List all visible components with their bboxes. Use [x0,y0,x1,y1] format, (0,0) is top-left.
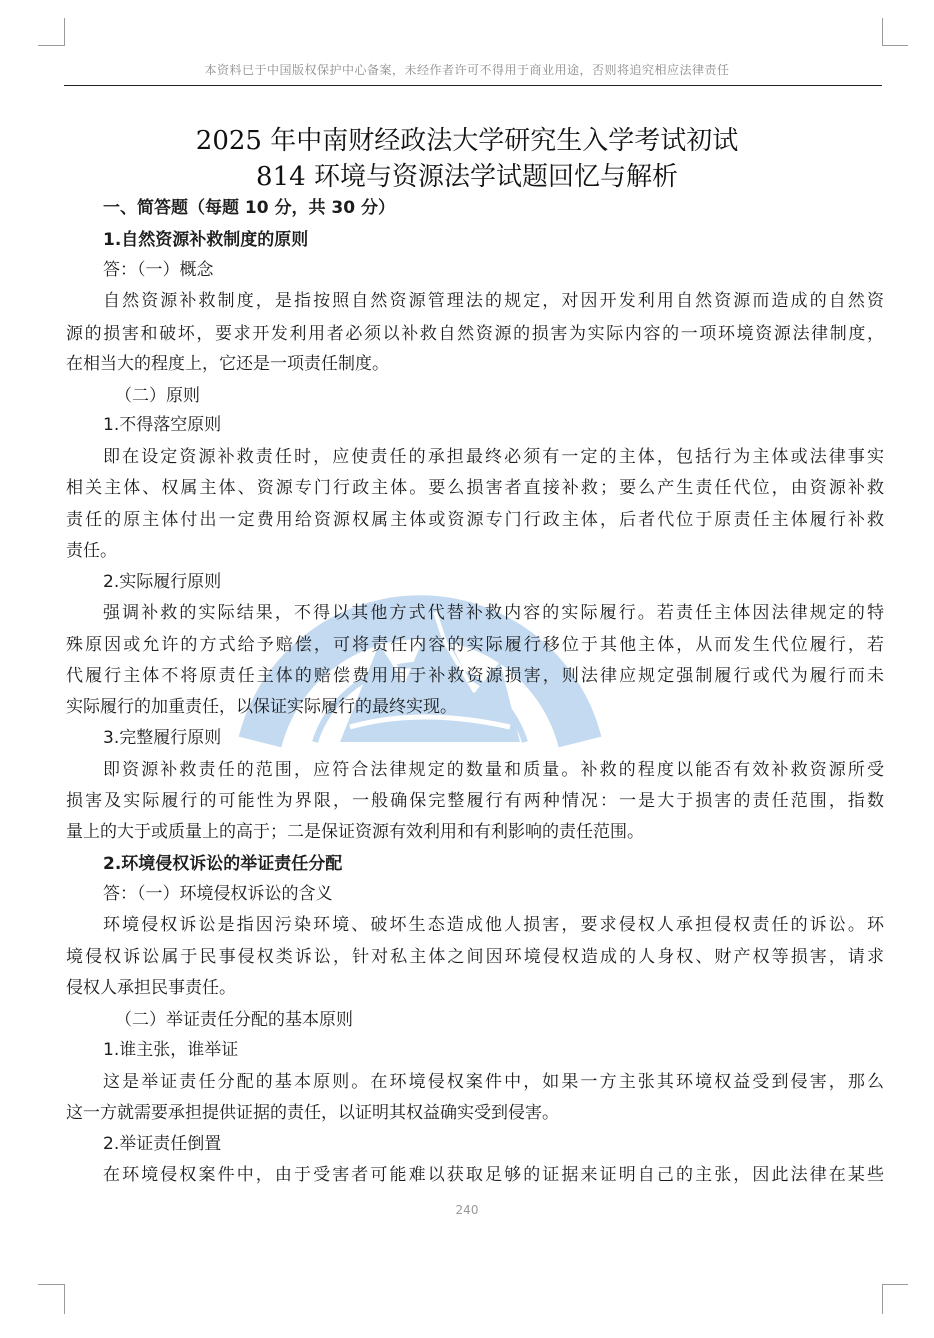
paragraph-line: 侵权人承担民事责任。 [66,978,236,998]
document-title-line-1: 2025 年中南财经政法大学研究生入学考试初试 [195,126,739,156]
copyright-notice: 本资料已于中国版权保护中心备案，未经作者许可不得用于商业用途，否则将追究相应法律责任 [204,63,730,77]
crop-mark-top-left-h [38,45,64,46]
crop-mark-bottom-right-v [882,1284,883,1314]
principle-heading: 1.不得落空原则 [103,415,222,435]
crop-mark-bottom-right-h [882,1284,908,1285]
paragraph-line: 强调补救的实际结果，不得以其他方式代替补救内容的实际履行。若责任主体因法律规定的特 [103,603,884,623]
paragraph-line: 环境侵权诉讼是指因污染环境、破坏生态造成他人损害，要求侵权人承担侵权责任的诉讼。环 [103,915,884,935]
question-heading: 2.环境侵权诉讼的举证责任分配 [103,854,343,874]
crop-mark-bottom-left-v [64,1284,65,1314]
paragraph-line: 量上的大于或质量上的高于；二是保证资源有效利用和有利影响的责任范围。 [66,822,644,842]
crop-mark-top-right-v [882,18,883,46]
paragraph-line: 即资源补救责任的范围，应符合法律规定的数量和质量。补救的程度以能否有效补救资源所受 [103,760,884,780]
university-seal-watermark [230,492,610,762]
answer-subheading: 答：（一）环境侵权诉讼的含义 [103,884,333,904]
crop-mark-top-left-v [64,18,65,46]
paragraph-line: 源的损害和破坏，要求开发利用者必须以补救自然资源的损害为实际内容的一项环境资源法律制度， [66,324,884,344]
paragraph-line: 殊原因或允许的方式给予赔偿，可将责任内容的实际履行移位于其他主体，从而发生代位履行，若 [66,635,884,655]
paragraph-line: 自然资源补救制度，是指按照自然资源管理法的规定，对因开发利用自然资源而造成的自然资 [103,291,884,311]
question-heading: 1.自然资源补救制度的原则 [103,230,309,250]
document-title-line-2: 814 环境与资源法学试题回忆与解析 [256,162,678,192]
principle-heading: 1.谁主张，谁举证 [103,1040,239,1060]
principle-heading: 2.实际履行原则 [103,572,222,592]
subheading: （二）举证责任分配的基本原则 [115,1010,353,1030]
header-divider [64,85,882,86]
paragraph-line: 境侵权诉讼属于民事侵权类诉讼，针对私主体之间因环境侵权造成的人身权、财产权等损害，请求 [66,947,884,967]
paragraph-line: 在相当大的程度上，它还是一项责任制度。 [66,354,389,374]
subheading: （二）原则 [115,386,200,406]
paragraph-line: 损害及实际履行的可能性为界限，一般确保完整履行有两种情况：一是大于损害的责任范围，指数 [66,791,884,811]
paragraph-line: 代履行主体不将原责任主体的赔偿费用用于补救资源损害，则法律应规定强制履行或代为履行而未 [66,666,884,686]
paragraph-line: 责任的原主体付出一定费用给资源权属主体或资源专门行政主体，后者代位于原责任主体履行补救 [66,510,884,530]
crop-mark-top-right-h [882,45,908,46]
paragraph-line: 责任。 [66,541,117,561]
answer-subheading: 答：（一）概念 [103,260,214,280]
principle-heading: 2.举证责任倒置 [103,1134,222,1154]
principle-heading: 3.完整履行原则 [103,728,222,748]
paragraph-line: 在环境侵权案件中，由于受害者可能难以获取足够的证据来证明自己的主张，因此法律在某些 [103,1165,884,1185]
paragraph-line: 这是举证责任分配的基本原则。在环境侵权案件中，如果一方主张其环境权益受到侵害，那么 [103,1072,884,1092]
paragraph-line: 即在设定资源补救责任时，应使责任的承担最终必须有一定的主体，包括行为主体或法律事实 [103,447,884,467]
page-number: 240 [455,1203,479,1217]
crop-mark-bottom-left-h [38,1284,64,1285]
section-heading: 一、简答题（每题 10 分，共 30 分） [103,198,395,218]
paragraph-line: 这一方就需要承担提供证据的责任，以证明其权益确实受到侵害。 [66,1103,559,1123]
paragraph-line: 实际履行的加重责任，以保证实际履行的最终实现。 [66,697,457,717]
paragraph-line: 相关主体、权属主体、资源专门行政主体。要么损害者直接补救；要么产生责任代位，由资源补救 [66,478,884,498]
